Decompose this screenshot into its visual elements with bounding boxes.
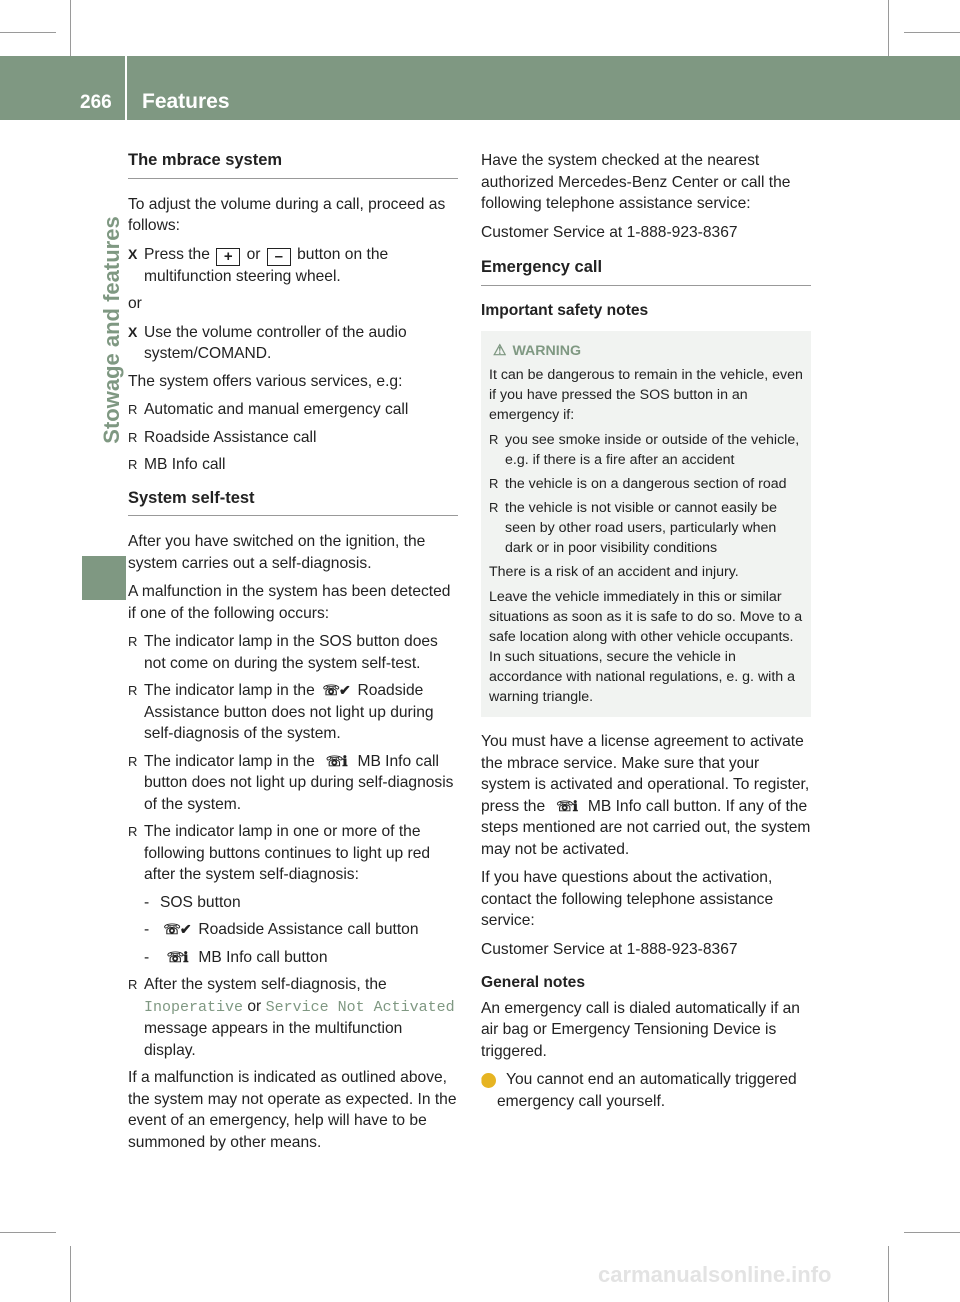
text: message appears in the multifunction display. <box>144 1020 403 1059</box>
paragraph: After you have switched on the ignition, the system carries out a self-diagnosis. <box>128 533 426 572</box>
text: Press the <box>144 245 210 263</box>
text: Roadside Assistance button does not light up during self-diagnosis of the system. <box>144 682 434 742</box>
info-phone-icon: ☏ℹ <box>166 948 188 965</box>
paragraph: It can be dangerous to remain in the vehicle, even if you have pressed the SOS button in an emergency if: <box>489 367 803 423</box>
paragraph: A malfunction in the system has been detected if one of the following occurs: <box>128 583 451 622</box>
text: button on the multifunction steering wheel. <box>144 245 389 285</box>
paragraph: An emergency call is dialed automatically if an air bag or Emergency Tensioning Device is triggered. <box>481 999 800 1060</box>
plus-key-icon: + <box>216 248 240 266</box>
text: MB Info call button. If any of the steps mentioned are not carried out, the system may not be activated. <box>481 797 811 858</box>
text: You must have a license agreement to activate the mbrace service. Make sure that your system is activated and operational. To register, press the <box>481 733 810 815</box>
paragraph: Leave the vehicle immediately in this or similar situations as soon as it is safe to do so. Move to a safe location along with other vehicle occupants. In such situations, secure the vehicle in accordance with national regulations, e. g. with a warning triangle. <box>489 589 803 705</box>
text: or <box>247 997 262 1015</box>
display-message: Inoperative <box>144 998 244 1016</box>
sub-list-item <box>128 947 458 969</box>
roadside-phone-icon: ☏✔ <box>163 921 191 937</box>
text: MB Info call button does not light up during self-diagnosis of the system. <box>144 752 454 813</box>
list-item <box>128 974 458 1061</box>
section-heading-self-test: System self-test <box>128 488 458 517</box>
subheading-general: General notes <box>481 974 585 991</box>
side-tab-label: Stowage and features <box>99 216 124 444</box>
paragraph: Customer Service at 1-888-923-8367 <box>481 223 738 241</box>
page-title: Features <box>142 90 230 113</box>
text: After the system self-diagnosis, the <box>144 976 387 993</box>
warning-box <box>481 331 811 717</box>
paragraph: To adjust the volume during a call, proceed as follows: <box>128 195 446 234</box>
sub-list-item <box>128 919 458 941</box>
crop-mark <box>0 32 56 33</box>
info-phone-icon: ☏ℹ <box>325 752 347 769</box>
list-item <box>128 680 458 745</box>
right-column <box>478 150 811 1119</box>
text: The indicator lamp in the <box>144 682 315 699</box>
crop-mark <box>0 1232 56 1233</box>
step-item <box>128 244 458 288</box>
paragraph: There is a risk of an accident and injury. <box>489 564 739 580</box>
page-number: 266 <box>80 92 112 113</box>
text: MB Info call button <box>198 948 328 966</box>
info-note <box>478 1069 811 1112</box>
sub-list-item: - SOS button <box>128 892 458 914</box>
info-phone-icon: ☏ℹ <box>556 797 577 814</box>
section-heading-emergency: Emergency call <box>481 257 811 286</box>
list-item: R you see smoke inside or outside of the vehicle, e.g. if there is a fire after an accident <box>489 430 803 470</box>
side-tab-marker <box>82 556 126 600</box>
list-item: R The indicator lamp in one or more of the following buttons continues to light up red after the system self-diagnosis: <box>128 821 458 886</box>
text: WARNING <box>512 343 582 359</box>
warning-title <box>489 341 803 361</box>
paragraph: If a malfunction is indicated as outlined above, the system may not operate as expected. In the event of an emergency, help will have to be summoned by other means. <box>128 1069 457 1151</box>
crop-mark <box>888 0 889 56</box>
paragraph <box>481 731 811 860</box>
text: Roadside Assistance call button <box>198 921 419 938</box>
minus-key-icon: – <box>267 248 291 266</box>
subheading-safety: Important safety notes <box>481 301 649 319</box>
list-item: R the vehicle is on a dangerous section of road <box>489 474 803 494</box>
paragraph: If you have questions about the activation, contact the following telephone assistance service: <box>481 869 774 929</box>
paragraph: The system offers various services, e.g: <box>128 372 403 390</box>
paragraph: Have the system checked at the nearest authorized Mercedes-Benz Center or call the following telephone assistance service: <box>481 152 791 212</box>
left-column <box>128 150 458 1160</box>
list-item: R The indicator lamp in the SOS button does not come on during the system self-test. <box>128 631 458 674</box>
warning-icon: ⚠ <box>493 342 507 359</box>
list-item: R Automatic and manual emergency call <box>128 399 458 421</box>
paragraph: Customer Service at 1-888-923-8367 <box>481 940 738 958</box>
list-item: R the vehicle is not visible or cannot easily be seen by other road users, particularly when dark or in poor visibility conditions <box>489 498 803 558</box>
header-divider <box>125 56 127 120</box>
watermark: carmanualsonline.info <box>598 1262 832 1287</box>
paragraph: or <box>128 295 142 312</box>
crop-mark <box>904 32 960 33</box>
list-item <box>128 751 458 816</box>
list-item: R Roadside Assistance call <box>128 427 458 449</box>
display-message: Service Not Activated <box>265 998 455 1016</box>
crop-mark <box>70 0 71 56</box>
step-item: X Use the volume controller of the audio system/COMAND. <box>128 322 458 365</box>
text: or <box>246 245 261 263</box>
crop-mark <box>904 1232 960 1233</box>
roadside-phone-icon: ☏✔ <box>322 682 350 698</box>
info-icon: i <box>481 1073 496 1088</box>
section-heading-mbrace: The mbrace system <box>128 150 458 179</box>
crop-mark <box>888 1246 889 1302</box>
text: The indicator lamp in the <box>144 752 315 770</box>
text: You cannot end an automatically triggered emergency call yourself. <box>497 1071 797 1110</box>
list-item: R MB Info call <box>128 454 458 476</box>
crop-mark <box>70 1246 71 1302</box>
